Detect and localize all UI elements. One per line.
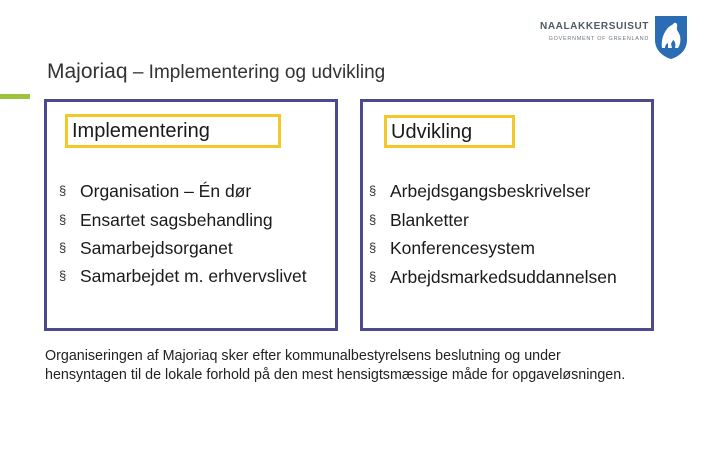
list-item — [369, 177, 653, 206]
bullet-icon: § — [59, 240, 67, 255]
bullet-icon: § — [59, 211, 67, 227]
implementation-heading: Implementering — [65, 114, 281, 148]
bullet-icon: § — [59, 267, 67, 283]
development-heading: Udvikling — [384, 115, 515, 148]
list-item — [59, 206, 329, 235]
list-item-text: Blanketter — [390, 209, 469, 230]
footer-paragraph: Organiseringen af Majoriaq sker efter kommunalbestyrelsens beslutning og under hensyntagen til de lokale forhold på den mest hensigtsmæssige måde for opgaveløsningen. — [45, 348, 626, 383]
bullet-icon: § — [369, 211, 377, 227]
list-item — [369, 234, 653, 263]
list-item-text: Organisation – Én dør — [80, 181, 252, 201]
development-list — [369, 177, 653, 291]
list-item — [369, 206, 653, 235]
list-item-text: Samarbejdet m. erhvervslivet — [80, 265, 307, 286]
bullet-icon: § — [369, 240, 377, 255]
government-logo-text — [537, 21, 649, 42]
list-item-text: Konferencesystem — [390, 238, 535, 258]
logo-name: NAALAKKERSUISUT — [540, 21, 649, 32]
implementation-box — [44, 99, 338, 331]
list-item — [369, 263, 653, 292]
list-item-text: Ensartet sagsbehandling — [80, 209, 273, 230]
logo-subtitle: GOVERNMENT OF GREENLAND — [548, 36, 649, 42]
title-separator: – — [127, 62, 149, 83]
list-item — [59, 177, 329, 206]
list-item — [59, 234, 329, 263]
list-item-text: Samarbejdsorganet — [80, 238, 233, 258]
list-item-text: Arbejdsgangsbeskrivelser — [390, 181, 591, 201]
bullet-icon: § — [59, 183, 67, 198]
title-main: Majoriaq — [47, 60, 128, 83]
page-title — [47, 60, 385, 84]
list-item-text: Arbejdsmarkedsuddannelsen — [390, 266, 617, 287]
implementation-list — [59, 177, 329, 289]
title-subtitle: Implementering og udvikling — [148, 62, 386, 83]
bullet-icon: § — [369, 268, 377, 284]
bullet-icon: § — [369, 183, 377, 198]
accent-bar — [0, 94, 30, 99]
development-box — [360, 99, 654, 331]
list-item — [59, 263, 329, 289]
polar-bear-shield-icon — [652, 14, 690, 60]
